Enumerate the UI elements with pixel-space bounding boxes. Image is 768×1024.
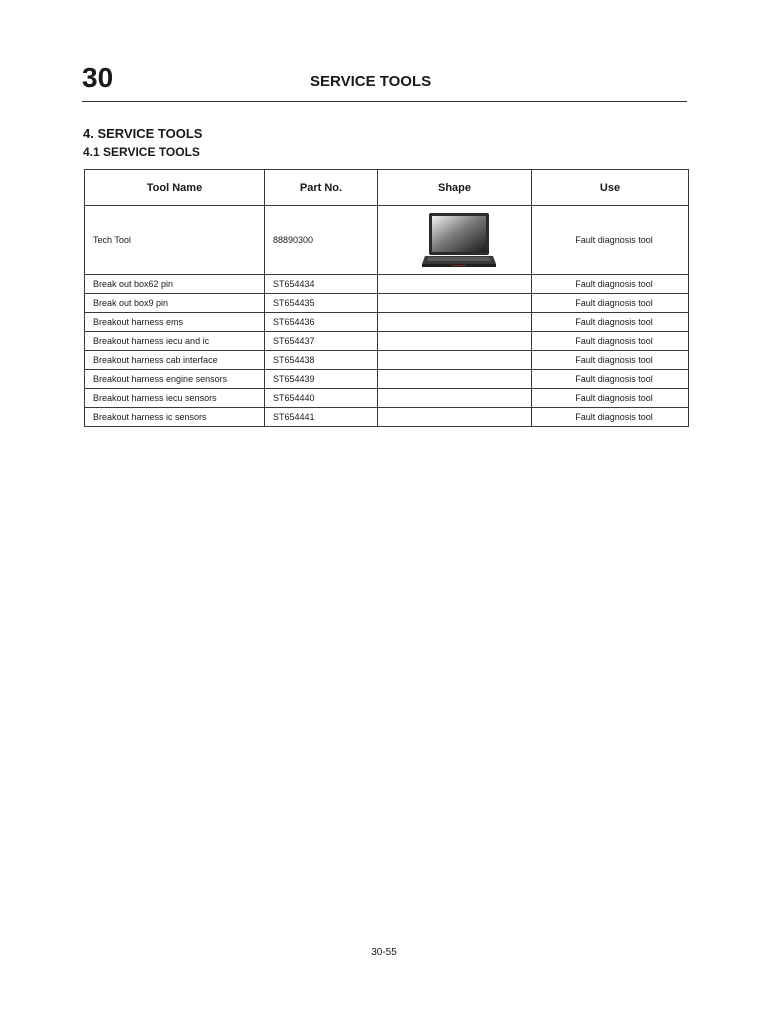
tool-name-cell: Breakout harness engine sensors (85, 370, 265, 389)
shape-cell (378, 408, 532, 427)
part-no-cell: ST654438 (265, 351, 378, 370)
table-row (85, 275, 689, 294)
column-header-part-no: Part No. (265, 170, 378, 206)
column-header-shape: Shape (378, 170, 532, 206)
table-row (85, 351, 689, 370)
use-cell: Fault diagnosis tool (532, 275, 689, 294)
table-row (85, 313, 689, 332)
part-no-cell: 88890300 (265, 206, 378, 275)
table-row (85, 408, 689, 427)
table-header-row (85, 170, 689, 206)
page-header-title: SERVICE TOOLS (310, 73, 432, 90)
use-cell: Fault diagnosis tool (532, 408, 689, 427)
part-no-cell: ST654441 (265, 408, 378, 427)
header-divider (82, 101, 687, 102)
use-cell: Fault diagnosis tool (532, 370, 689, 389)
table-row (85, 389, 689, 408)
page-number: 30-55 (371, 947, 397, 958)
tool-name-cell: Breakout harness iecu sensors (85, 389, 265, 408)
laptop-icon (422, 212, 496, 268)
use-cell: Fault diagnosis tool (532, 332, 689, 351)
use-cell: Fault diagnosis tool (532, 351, 689, 370)
table-row (85, 370, 689, 389)
shape-cell (378, 294, 532, 313)
use-cell: Fault diagnosis tool (532, 294, 689, 313)
shape-cell (378, 206, 532, 275)
part-no-cell: ST654435 (265, 294, 378, 313)
part-no-cell: ST654434 (265, 275, 378, 294)
column-header-tool-name: Tool Name (85, 170, 265, 206)
service-tools-table (84, 169, 689, 427)
table-row (85, 206, 689, 275)
part-no-cell: ST654439 (265, 370, 378, 389)
tool-name-cell: Breakout harness cab interface (85, 351, 265, 370)
tool-name-cell: Break out box62 pin (85, 275, 265, 294)
tool-name-cell: Breakout harness ic sensors (85, 408, 265, 427)
tool-name-cell: Break out box9 pin (85, 294, 265, 313)
part-no-cell: ST654436 (265, 313, 378, 332)
tool-name-cell: Breakout harness iecu and ic (85, 332, 265, 351)
shape-cell (378, 313, 532, 332)
part-no-cell: ST654437 (265, 332, 378, 351)
use-cell: Fault diagnosis tool (532, 389, 689, 408)
chapter-number: 30 (82, 62, 114, 93)
subsection-title: 4.1 SERVICE TOOLS (83, 145, 200, 159)
section-title: 4. SERVICE TOOLS (83, 126, 203, 141)
shape-cell (378, 332, 532, 351)
shape-cell (378, 389, 532, 408)
shape-cell (378, 351, 532, 370)
table-row (85, 294, 689, 313)
column-header-use: Use (532, 170, 689, 206)
use-cell: Fault diagnosis tool (532, 206, 689, 275)
use-cell: Fault diagnosis tool (532, 313, 689, 332)
tool-name-cell: Tech Tool (85, 206, 265, 275)
shape-cell (378, 275, 532, 294)
part-no-cell: ST654440 (265, 389, 378, 408)
shape-cell (378, 370, 532, 389)
tool-name-cell: Breakout harness ems (85, 313, 265, 332)
table-row (85, 332, 689, 351)
